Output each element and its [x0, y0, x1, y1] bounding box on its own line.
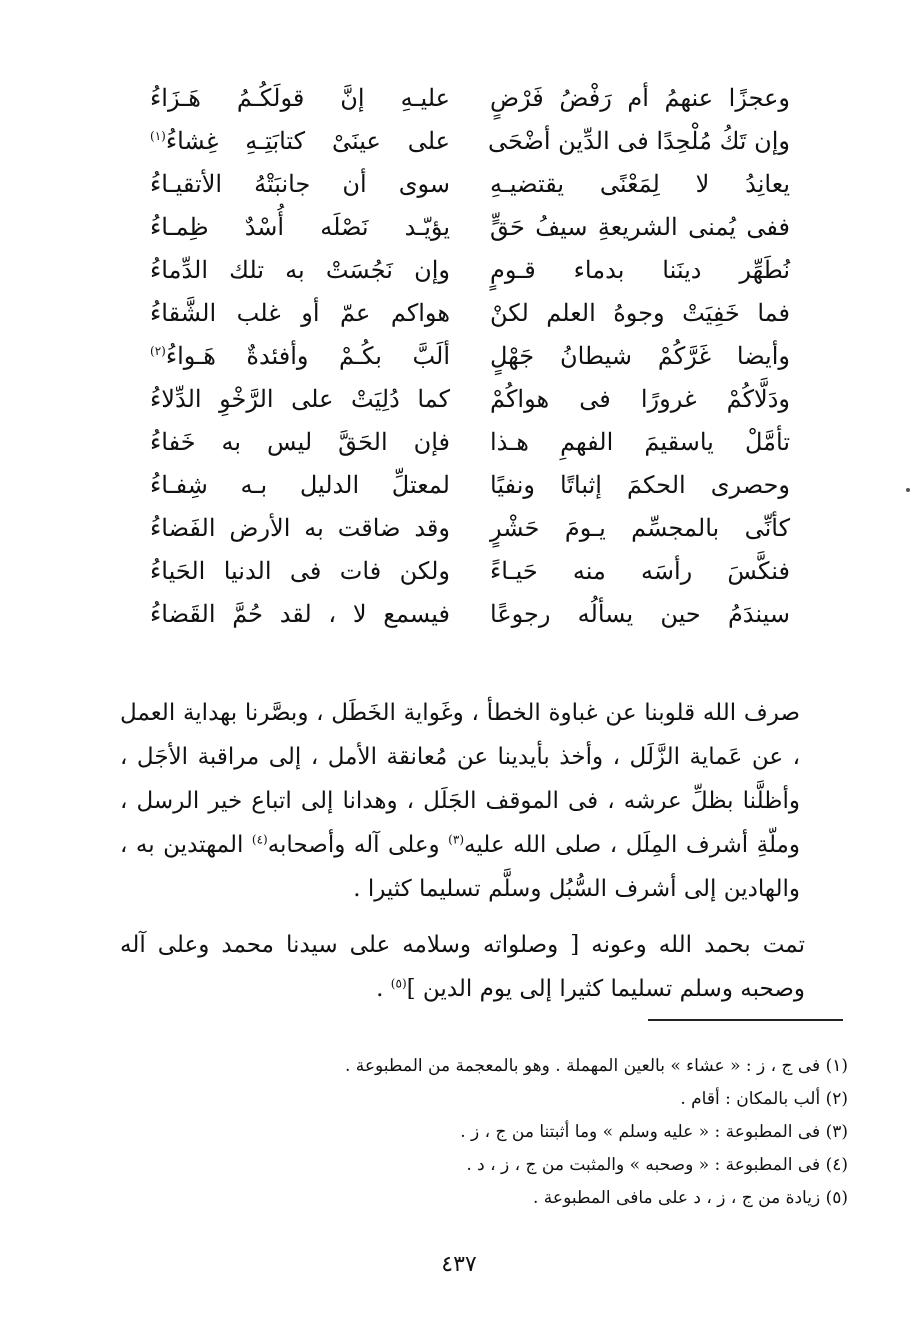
colophon-end: . — [376, 976, 391, 1002]
hemistich-text: وقد ضاقت به الأرض الفَضاءُ — [150, 514, 450, 542]
verse-first-hemistich: وإن تَكُ مُلْحِدًا فى الدِّين أضْحَى — [487, 127, 790, 155]
footnote: (٥) زيادة من ج ، ز ، د على مافى المطبوعة . — [533, 1188, 848, 1208]
verse — [150, 164, 790, 207]
hemistich-text: هواكم عمّ أو غلب الشَّقاءُ — [150, 299, 450, 327]
verse — [150, 121, 790, 164]
verse-first-hemistich: وحصرى الحكمَ إثباتًا ونفيًا — [490, 471, 790, 499]
hemistich-text: فإن الحَقَّ ليس به خَفاءُ — [150, 428, 450, 456]
verse-second-hemistich — [150, 121, 450, 161]
footnote: (٢) ألب بالمكان : أقام . — [680, 1089, 848, 1109]
verse-first-hemistich: ودَلَّاكُمْ غرورًا فى هواكُمْ — [490, 385, 790, 413]
hemistich-text: ألَبَّ بكُـمْ وأفئدةٌ هَـواءُ — [165, 342, 450, 370]
verse-second-hemistich — [150, 336, 450, 376]
verse-first-hemistich: فنكَّسَ رأسَه منه حَيـاءً — [490, 557, 790, 585]
page-number: ٤٣٧ — [441, 1252, 477, 1277]
page-edge-mark — [906, 488, 910, 492]
verse — [150, 336, 790, 379]
verse-second-hemistich — [150, 207, 450, 247]
verse — [150, 551, 790, 594]
footnote-marker: (٥) — [390, 976, 407, 991]
verse — [150, 508, 790, 551]
prose-text: وعلى آله وأصحابه — [267, 832, 449, 858]
verse-second-hemistich — [150, 164, 450, 204]
verse — [150, 465, 790, 508]
prose-text: المهتدين به ، والهادين إلى أشرف السُّبُل وسلَّم تسليما كثيرا . — [120, 832, 800, 902]
verse-first-hemistich: تأمَّلْ ياسقيمَ الفهمِ هـذا — [490, 428, 790, 456]
verse — [150, 207, 790, 250]
hemistich-text: فيسمع لا ، لقد حُمَّ القَضاءُ — [150, 600, 450, 628]
verse — [150, 78, 790, 121]
closing-colophon — [120, 923, 805, 1011]
footnote: (١) فى ج ، ز : « عشاء » بالعين المهملة . وهو بالمعجمة من المطبوعة . — [344, 1056, 848, 1076]
verse — [150, 250, 790, 293]
prose-paragraph — [120, 691, 800, 911]
verse-first-hemistich: ففى يُمنى الشريعةِ سيفُ حَقٍّ — [490, 213, 790, 241]
verse-first-hemistich: كأنِّى بالمجسِّم يـومَ حَشْرٍ — [490, 514, 790, 542]
hemistich-text: وإن نَجُسَتْ به تلك الدِّماءُ — [150, 256, 450, 284]
verse-second-hemistich — [150, 508, 450, 548]
verse-first-hemistich: وعجزًا عنهمُ أم رَفْضُ فَرْضٍ — [490, 84, 790, 112]
hemistich-text: على عينَىْ كتابَتِـهِ غِشاءُ — [165, 127, 450, 155]
verse-second-hemistich — [150, 250, 450, 290]
hemistich-text: كما دُلِيَتْ على الرَّخْوِ الدِّلاءُ — [150, 385, 450, 413]
hemistich-text: ولكن فات فى الدنيا الحَياءُ — [150, 557, 450, 585]
footnote: (٣) فى المطبوعة : « عليه وسلم » وما أثبتنا من ج ، ز . — [460, 1122, 848, 1142]
verse-second-hemistich — [150, 379, 450, 419]
verse-second-hemistich — [150, 293, 450, 333]
colophon-text: تمت بحمد الله وعونه [ وصلواته وسلامه على سيدنا محمد وعلى آله وصحبه وسلم تسليما كثيرا إلى يوم الدين ] — [120, 932, 805, 1002]
verse-second-hemistich — [150, 551, 450, 591]
verse-first-hemistich: فما خَفِيَتْ وجوهُ العلم لكنْ — [490, 299, 790, 327]
footnote-marker: (٣) — [448, 832, 464, 847]
verse — [150, 379, 790, 422]
hemistich-text: يؤيّـد نَصْلَه أُسْدٌ ظِمـاءُ — [150, 213, 450, 241]
hemistich-text: سوى أن جانبَتْهُ الأتقيـاءُ — [150, 170, 450, 198]
footnote: (٤) فى المطبوعة : « وصحبه » والمثبت من ج ، ز ، د . — [466, 1155, 848, 1175]
footnotes — [228, 1050, 848, 1215]
verse — [150, 422, 790, 465]
verse-first-hemistich: نُطَهِّر دينَنا بدماء قـومٍ — [490, 256, 790, 284]
verse-first-hemistich: وأيضا غَرَّكُمْ شيطانُ جَهْلٍ — [490, 342, 790, 370]
poem — [150, 78, 790, 637]
footnote-marker: (٤) — [251, 832, 268, 847]
verse-second-hemistich — [150, 78, 450, 118]
prose-text: صرف الله قلوبنا عن غباوة الخطأ ، وغَواية الخَطَل ، وبصَّرنا بهداية العمل ، عن عَماية الزَّلَل ، وأخذ بأيدينا عن مُعانقة الأمل ، إلى مراقبة الأجَل ، وأظلَّنا بظلِّ عرشه ، فى الموقف الجَلَل ، وهدانا إلى اتباع خير الرسل ، وملّةِ أشرف المِلَل ، صلى الله عليه — [120, 700, 800, 858]
footnote-marker: (١) — [150, 129, 166, 143]
verse — [150, 293, 790, 336]
hemistich-text: لمعتلِّ الدليل بـه شِفـاءُ — [150, 471, 450, 499]
verse — [150, 594, 790, 637]
verse-second-hemistich — [150, 422, 450, 462]
footnote-divider — [648, 1019, 843, 1021]
verse-second-hemistich — [150, 594, 450, 634]
hemistich-text: عليـهِ إنَّ قولَكُـمُ هَـزَاءُ — [150, 84, 450, 112]
verse-second-hemistich — [150, 465, 450, 505]
verse-first-hemistich: يعانِدُ لا لِمَعْنًى يقتضيـهِ — [490, 170, 790, 198]
footnote-marker: (٢) — [150, 344, 166, 358]
verse-first-hemistich: سيندَمُ حين يسألُه رجوعًا — [490, 600, 790, 628]
